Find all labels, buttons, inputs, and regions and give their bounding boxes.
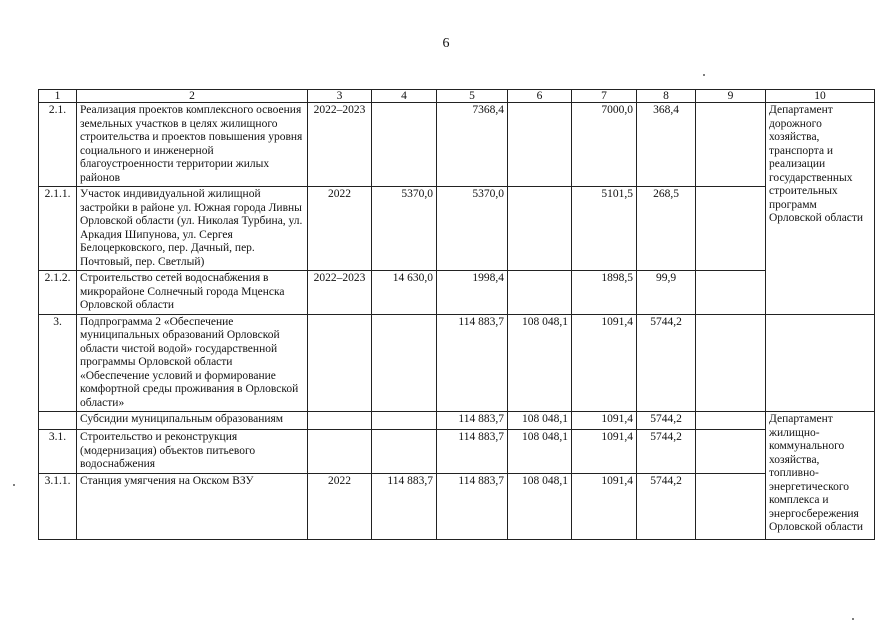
cell-col6: 108 048,1: [508, 473, 572, 539]
cell-col7: 1091,4: [572, 314, 637, 412]
dept-road: Департамент дорожного хозяйства, транспорта и реализации государственных строительных программ Орловской области: [766, 103, 875, 315]
row-period: 2022: [308, 473, 372, 539]
row-name: Подпрограмма 2 «Обеспечение муниципальных образований Орловской области чистой водой» государственной программы Орловской области «Обеспечение условий и формирование комфортной среды проживания в Орловской области»: [77, 314, 308, 412]
cell-col9: [696, 412, 766, 430]
cell-col4: [372, 314, 437, 412]
column-header: 8: [637, 90, 696, 103]
cell-col7: 1091,4: [572, 430, 637, 474]
row-period: 2022–2023: [308, 103, 372, 187]
column-header: 5: [437, 90, 508, 103]
scan-speck: [852, 618, 854, 620]
dept-housing: Департамент жилищно-коммунального хозяйства, топливно-энергетического комплекса и энергосбережения Орловской области: [766, 412, 875, 540]
table-row: [39, 473, 875, 539]
row-number: 2.1.: [39, 103, 77, 187]
row-period: [308, 314, 372, 412]
row-name: Станция умягчения на Окском ВЗУ: [77, 473, 308, 539]
cell-col9: [696, 271, 766, 315]
row-number: 3.: [39, 314, 77, 412]
cell-col9: [696, 314, 766, 412]
row-period: 2022–2023: [308, 271, 372, 315]
cell-col10: [766, 314, 875, 412]
row-number: 3.1.1.: [39, 473, 77, 539]
row-name: Строительство сетей водоснабжения в микрорайоне Солнечный города Мценска Орловской области: [77, 271, 308, 315]
cell-col6: 108 048,1: [508, 412, 572, 430]
cell-col8: 5744,2: [637, 473, 696, 539]
cell-col7: 7000,0: [572, 103, 637, 187]
column-header: 3: [308, 90, 372, 103]
program-table: [38, 89, 875, 540]
column-header: 7: [572, 90, 637, 103]
cell-col6: [508, 103, 572, 187]
column-header: 6: [508, 90, 572, 103]
cell-col5: 114 883,7: [437, 314, 508, 412]
row-number: 3.1.: [39, 430, 77, 474]
cell-col4: 5370,0: [372, 187, 437, 271]
scan-speck: [13, 484, 15, 486]
cell-col6: 108 048,1: [508, 314, 572, 412]
cell-col4: [372, 430, 437, 474]
cell-col9: [696, 430, 766, 474]
cell-col5: 1998,4: [437, 271, 508, 315]
row-name: Участок индивидуальной жилищной застройки в районе ул. Южная города Ливны Орловской области (ул. Николая Турбина, ул. Аркадия Шипунова, ул. Сергея Белоцерковского, пер. Дачный, пер. Почтовый, пер. Светлый): [77, 187, 308, 271]
cell-col4: 14 630,0: [372, 271, 437, 315]
cell-col5: 114 883,7: [437, 412, 508, 430]
row-period: [308, 430, 372, 474]
table-header-row: [39, 90, 875, 103]
row-name: Реализация проектов комплексного освоения земельных участков в целях жилищного строительства и проектов повышения уровня социального и инженерной благоустроенности территории жилых районов: [77, 103, 308, 187]
cell-col8: 268,5: [637, 187, 696, 271]
cell-col4: [372, 412, 437, 430]
cell-col6: 108 048,1: [508, 430, 572, 474]
cell-col4: [372, 103, 437, 187]
column-header: 1: [39, 90, 77, 103]
cell-col6: [508, 271, 572, 315]
cell-col8: 5744,2: [637, 314, 696, 412]
cell-col5: 114 883,7: [437, 430, 508, 474]
page-number: 6: [442, 36, 450, 51]
row-number: 2.1.2.: [39, 271, 77, 315]
cell-col8: 5744,2: [637, 430, 696, 474]
row-period: [308, 412, 372, 430]
cell-col5: 114 883,7: [437, 473, 508, 539]
cell-col7: 1091,4: [572, 473, 637, 539]
column-header: 10: [766, 90, 875, 103]
table-row: [39, 314, 875, 412]
row-number: [39, 412, 77, 430]
cell-col6: [508, 187, 572, 271]
cell-col4: 114 883,7: [372, 473, 437, 539]
row-number: 2.1.1.: [39, 187, 77, 271]
row-name: Строительство и реконструкция (модернизация) объектов питьевого водоснабжения: [77, 430, 308, 474]
row-name: Субсидии муниципальным образованиям: [77, 412, 308, 430]
cell-col9: [696, 103, 766, 187]
table-row: [39, 103, 875, 187]
cell-col7: 1898,5: [572, 271, 637, 315]
cell-col9: [696, 187, 766, 271]
column-header: 2: [77, 90, 308, 103]
cell-col5: 7368,4: [437, 103, 508, 187]
table-row: [39, 271, 875, 315]
cell-col7: 1091,4: [572, 412, 637, 430]
cell-col7: 5101,5: [572, 187, 637, 271]
table-row: [39, 187, 875, 271]
table-row: [39, 430, 875, 474]
scan-speck: [703, 74, 705, 76]
cell-col8: 99,9: [637, 271, 696, 315]
cell-col8: 5744,2: [637, 412, 696, 430]
table-row: [39, 412, 875, 430]
cell-col9: [696, 473, 766, 539]
row-period: 2022: [308, 187, 372, 271]
cell-col5: 5370,0: [437, 187, 508, 271]
cell-col8: 368,4: [637, 103, 696, 187]
column-header: 9: [696, 90, 766, 103]
column-header: 4: [372, 90, 437, 103]
